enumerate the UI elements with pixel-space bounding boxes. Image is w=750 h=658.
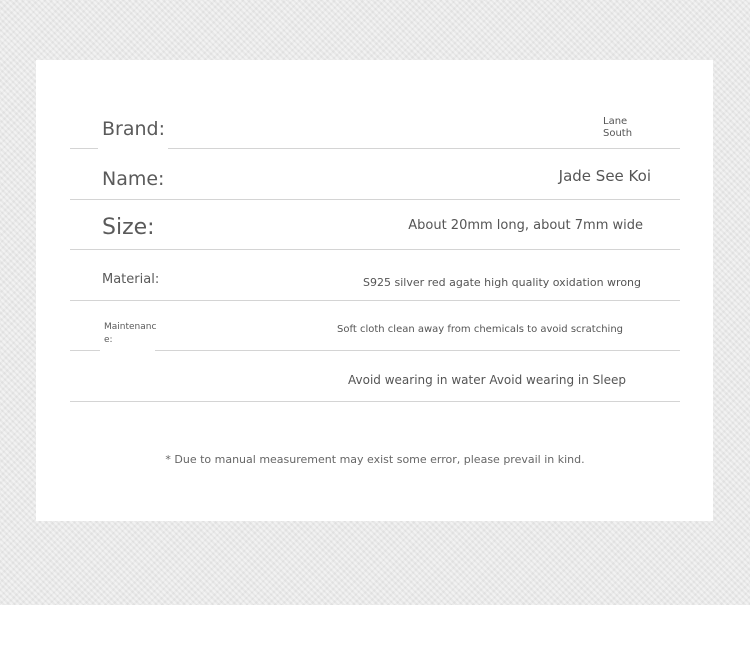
row-divider (70, 148, 680, 149)
row-divider (70, 249, 680, 250)
spec-row-name (70, 160, 680, 200)
spec-row-care (70, 361, 680, 402)
spec-row-size (70, 210, 680, 250)
brand-value-line2: South (603, 128, 633, 139)
row-divider (70, 199, 680, 200)
material-label: Material: (102, 272, 160, 287)
brand-value-line1: Lane (603, 116, 628, 127)
spec-row-material (70, 260, 680, 301)
row-divider (70, 300, 680, 301)
size-label: Size: (102, 215, 155, 240)
row-divider (70, 401, 680, 402)
brand-label: Brand: (102, 118, 165, 140)
maintenance-label (104, 321, 156, 347)
spec-row-brand (70, 110, 680, 150)
maintenance-label-line2: e: (104, 335, 113, 345)
size-value: About 20mm long, about 7mm wide (408, 218, 643, 233)
maintenance-value: Soft cloth clean away from chemicals to avoid scratching (337, 324, 623, 335)
care-value: Avoid wearing in water Avoid wearing in Sleep (348, 373, 626, 387)
name-value: Jade See Koi (558, 167, 651, 185)
spec-row-maintenance (70, 311, 680, 351)
brand-value (603, 116, 632, 140)
footnote: * Due to manual measurement may exist some error, please prevail in kind. (165, 453, 585, 466)
name-label: Name: (102, 168, 165, 190)
maintenance-label-line1: Maintenanc (104, 322, 157, 332)
row-divider (70, 350, 680, 351)
material-value: S925 silver red agate high quality oxidation wrong (363, 276, 641, 289)
